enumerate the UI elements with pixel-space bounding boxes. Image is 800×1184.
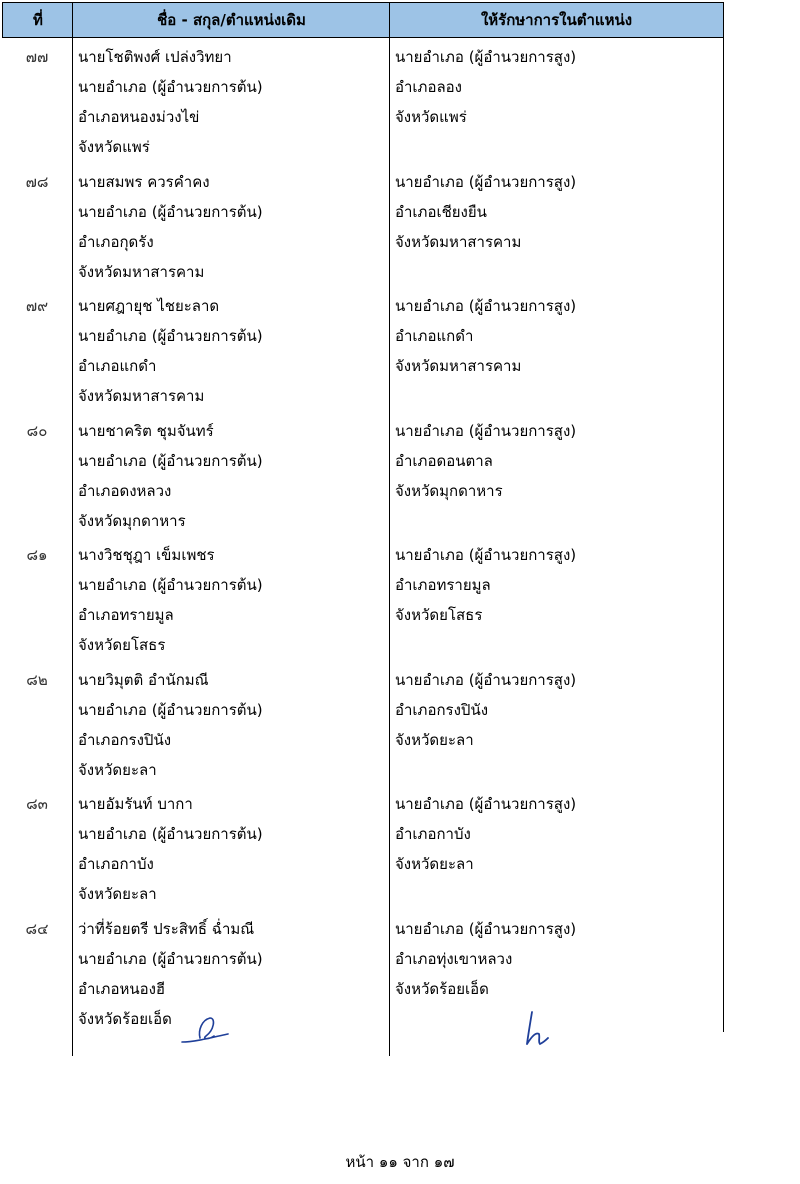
record-number: ๘๐ [26, 421, 48, 440]
old-position-line: อำเภอแกดำ [78, 357, 157, 375]
table-row [2, 42, 724, 167]
table-row [2, 167, 724, 292]
acting-position-line: อำเภอลอง [395, 78, 462, 96]
record-number: ๘๑ [26, 546, 48, 564]
table-row [2, 540, 724, 665]
old-position-line: อำเภอหนองฮี [78, 979, 166, 998]
record-number: ๗๘ [25, 172, 49, 191]
acting-position-line: อำเภอทุ่งเขาหลวง [395, 949, 513, 968]
header-col-new: ให้รักษาการในตำแหน่ง [480, 11, 633, 29]
header-col-old: ชื่อ - สกุล/ตำแหน่งเดิม [157, 11, 306, 29]
acting-position-line: นายอำเภอ (ผู้อำนวยการสูง) [395, 795, 577, 813]
old-position-line: นายโชติพงศ์ เปล่งวิทยา [78, 48, 232, 66]
old-position-line: อำเภอดงหลวง [78, 481, 172, 500]
acting-position [395, 789, 576, 879]
acting-position [395, 291, 576, 381]
old-position-line: นางวิชชุฎา เข็มเพชร [78, 546, 215, 564]
acting-position-line: จังหวัดร้อยเอ็ด [395, 979, 489, 998]
acting-position-line: อำเภอกาบัง [395, 825, 471, 843]
old-position-line: นายอำเภอ (ผู้อำนวยการต้น) [78, 825, 263, 843]
acting-position-line: อำเภอเชียงยืน [395, 202, 487, 221]
old-position-line: อำเภอกรงปินัง [78, 730, 172, 749]
acting-position-line: นายอำเภอ (ผู้อำนวยการสูง) [395, 172, 577, 191]
page-number: หน้า ๑๑ จาก ๑๗ [345, 1153, 455, 1171]
old-position-line: อำเภอทรายมูล [78, 606, 174, 624]
old-position [78, 665, 263, 785]
acting-position-line: จังหวัดยโสธร [395, 606, 483, 624]
old-position [78, 167, 263, 287]
record-number: ๘๔ [25, 919, 49, 938]
acting-position-line: จังหวัดยะลา [395, 730, 474, 749]
old-position-line: จังหวัดร้อยเอ็ด [78, 1009, 172, 1028]
appointment-table [2, 2, 724, 1056]
table-row [2, 789, 724, 914]
old-position-line: จังหวัดแพร่ [78, 138, 150, 156]
signature-right [522, 1008, 556, 1050]
old-position-line: จังหวัดมุกดาหาร [78, 511, 186, 530]
old-position-line: นายอำเภอ (ผู้อำนวยการต้น) [78, 576, 263, 594]
old-position [78, 416, 263, 536]
table-row [2, 291, 724, 416]
acting-position [395, 540, 576, 630]
table-row [2, 665, 724, 790]
old-position [78, 42, 263, 162]
acting-position [395, 665, 576, 755]
table-row [2, 914, 724, 1039]
acting-position-line: อำเภอดอนตาล [395, 451, 493, 470]
acting-position-line: นายอำเภอ (ผู้อำนวยการสูง) [395, 48, 577, 66]
acting-position-line: นายอำเภอ (ผู้อำนวยการสูง) [395, 919, 577, 938]
record-number: ๗๙ [25, 297, 49, 315]
acting-position-line: นายอำเภอ (ผู้อำนวยการสูง) [395, 297, 577, 315]
acting-position-line: จังหวัดยะลา [395, 855, 474, 873]
old-position-line: นายสมพร ควรคำคง [78, 172, 210, 191]
acting-position-line: นายอำเภอ (ผู้อำนวยการสูง) [395, 421, 577, 440]
record-number: ๘๓ [26, 795, 48, 813]
acting-position-line: จังหวัดแพร่ [395, 108, 467, 126]
header-col-no: ที่ [33, 11, 43, 29]
old-position-line: นายชาคริต ชุมจันทร์ [78, 421, 214, 440]
old-position-line: อำเภอกุดรัง [78, 232, 154, 251]
acting-position [395, 42, 576, 132]
old-position-line: นายอำเภอ (ผู้อำนวยการต้น) [78, 451, 263, 470]
old-position-line: นายอำเภอ (ผู้อำนวยการต้น) [78, 202, 263, 221]
old-position [78, 540, 263, 660]
border-left [2, 2, 3, 38]
old-position-line: นายอัมรันท์ บากา [78, 795, 193, 813]
table-header [2, 2, 724, 38]
old-position-line: อำเภอกาบัง [78, 855, 154, 873]
acting-position-line: จังหวัดมหาสารคาม [395, 357, 522, 375]
acting-position-line: จังหวัดมุกดาหาร [395, 481, 503, 500]
acting-position-line: จังหวัดมหาสารคาม [395, 232, 522, 251]
old-position-line: จังหวัดยโสธร [78, 636, 166, 654]
old-position-line: ว่าที่ร้อยตรี ประสิทธิ์ ฉ่ำมณี [78, 919, 255, 938]
old-position [78, 291, 263, 411]
old-position-line: อำเภอหนองม่วงไข่ [78, 108, 200, 126]
acting-position [395, 167, 576, 257]
old-position-line: จังหวัดยะลา [78, 885, 157, 903]
old-position-line: นายอำเภอ (ผู้อำนวยการต้น) [78, 700, 263, 719]
old-position [78, 789, 263, 909]
acting-position-line: นายอำเภอ (ผู้อำนวยการสูง) [395, 670, 577, 689]
acting-position-line: อำเภอทรายมูล [395, 576, 491, 594]
acting-position-line: นายอำเภอ (ผู้อำนวยการสูง) [395, 546, 577, 564]
old-position-line: นายศฎายุช ไชยะลาด [78, 297, 220, 315]
old-position-line: จังหวัดยะลา [78, 760, 157, 779]
old-position-line: จังหวัดมหาสารคาม [78, 387, 205, 405]
old-position-line: นายวิมุตติ อำนักมณี [78, 670, 209, 689]
acting-position-line: อำเภอแกดำ [395, 327, 474, 345]
signature-left [180, 1008, 236, 1050]
old-position-line: นายอำเภอ (ผู้อำนวยการต้น) [78, 78, 263, 96]
record-number: ๘๒ [26, 670, 48, 689]
old-position-line: นายอำเภอ (ผู้อำนวยการต้น) [78, 949, 263, 968]
acting-position [395, 914, 576, 1004]
acting-position [395, 416, 576, 506]
acting-position-line: อำเภอกรงปินัง [395, 700, 489, 719]
record-number: ๗๗ [25, 48, 49, 66]
old-position-line: นายอำเภอ (ผู้อำนวยการต้น) [78, 327, 263, 345]
table-row [2, 416, 724, 541]
old-position-line: จังหวัดมหาสารคาม [78, 262, 205, 281]
